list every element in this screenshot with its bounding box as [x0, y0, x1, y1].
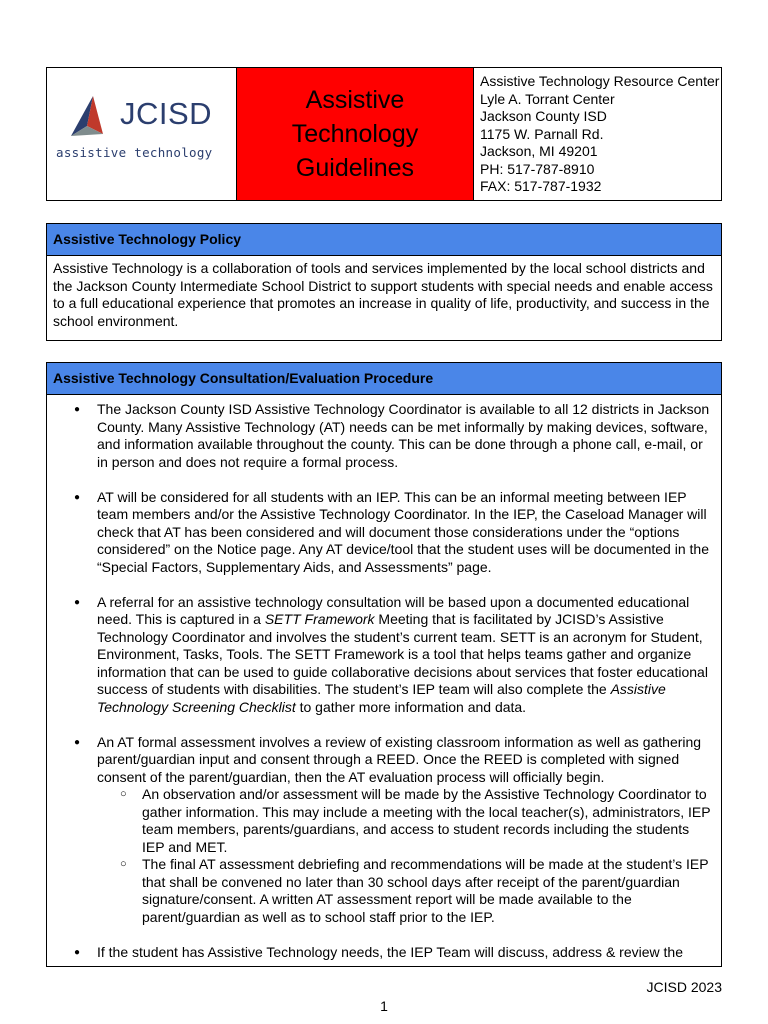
- list-text: An AT formal assessment involves a review of existing classroom information as well as gathering parent/guardian input and consent through a REED. Once the REED is completed with signed consent of the parent/guardian, then the AT evaluation process will officially begin.: [97, 733, 702, 785]
- policy-body: Assistive Technology is a collaboration of tools and services implemented by the local school districts and the Jackson County Intermediate School District to support students with special needs and enable access to a full educational experience that promotes an increase in quality of life, productivity, and success in the school environment.: [53, 260, 713, 329]
- contact-line: Assistive Technology Resource Center: [480, 73, 720, 89]
- contact-line: Jackson County ISD: [480, 108, 607, 124]
- contact-line: PH: 517-787-8910: [480, 160, 595, 177]
- contact-info: [474, 68, 721, 200]
- procedure-list: [47, 395, 721, 961]
- title-line: Guidelines: [295, 154, 415, 182]
- procedure-heading: Assistive Technology Consultation/Evaluation Procedure: [47, 363, 721, 395]
- list-item: [97, 734, 713, 927]
- screening-checklist-term: Assistive Technology Screening Checklist: [97, 681, 666, 715]
- sett-framework-term: SETT Framework: [264, 611, 375, 627]
- title-line: Technology: [291, 120, 419, 148]
- sub-list: [97, 786, 713, 926]
- list-item: ● If the student has Assistive Technology needs, the IEP Team will discuss, address & review the: [97, 944, 713, 962]
- page-number: 1: [380, 998, 388, 1014]
- title-line: Assistive: [305, 86, 405, 114]
- document-title: [237, 68, 474, 200]
- contact-line: FAX: 517-787-1932: [480, 178, 602, 194]
- sub-list-item: ○ An observation and/or assessment will be made by the Assistive Technology Coordinator to gather information. This may include a meeting with the local teacher(s), administrators, IEP team members, parents/guardians, and access to student records including the students IEP and MET.: [142, 786, 713, 856]
- list-item: ● The Jackson County ISD Assistive Technology Coordinator is available to all 12 districts in Jackson County. Many Assistive Technology (AT) needs can be met informally by making devices, software, and information available throughout the county. This can be done through a phone call, e-mail, or in person and does not require a formal process.: [97, 401, 713, 471]
- contact-line: 1175 W. Parnall Rd.: [480, 125, 604, 142]
- header-table: [46, 67, 722, 201]
- list-item: ● AT will be considered for all students with an IEP. This can be an informal meeting between IEP team members and/or the Assistive Technology Coordinator. In the IEP, the Caseload Manager will check that AT has been considered and will document those considerations under the “options considered” on the Notice page. Any AT device/tool that the student uses will be documented in the “Special Factors, Supplementary Aids, and Assessments” page.: [97, 489, 713, 577]
- footer-org-year: JCISD 2023: [646, 979, 722, 995]
- procedure-section: [46, 362, 722, 967]
- list-text: to gather more information and data.: [295, 698, 527, 715]
- list-text: Meeting that is facilitated by JCISD’s Assistive Technology Coordinator and involves the student’s current team. SETT is an acronym for Student, Environment, Tasks, Tools. The SETT Framework is a tool that helps teams gather and organize information that can be used to guide collaborative decisions about services that foster educational success of students with disabilities. The student’s IEP team will also complete the: [97, 611, 708, 697]
- policy-section: [46, 223, 722, 341]
- jcisd-logo-icon: [67, 94, 119, 140]
- contact-line: Jackson, MI 49201: [480, 143, 598, 159]
- logo-cell: [47, 68, 237, 200]
- sub-list-item: ○ The final AT assessment debriefing and recommendations will be made at the student’s IEP that shall be convened no later than 30 school days after receipt of the parent/guardian signature/consent. A written AT assessment report will be made available to the parent/guardian as well as to school staff prior to the IEP.: [142, 856, 713, 926]
- logo-tagline: assistive technology: [56, 145, 213, 160]
- list-item: [97, 594, 713, 717]
- list-text: A referral for an assistive technology consultation will be based upon a documented educational need. This is captured in a: [97, 593, 690, 627]
- logo-name: JCISD: [120, 96, 213, 131]
- policy-heading: Assistive Technology Policy: [47, 224, 721, 256]
- contact-line: Lyle A. Torrant Center: [480, 90, 615, 107]
